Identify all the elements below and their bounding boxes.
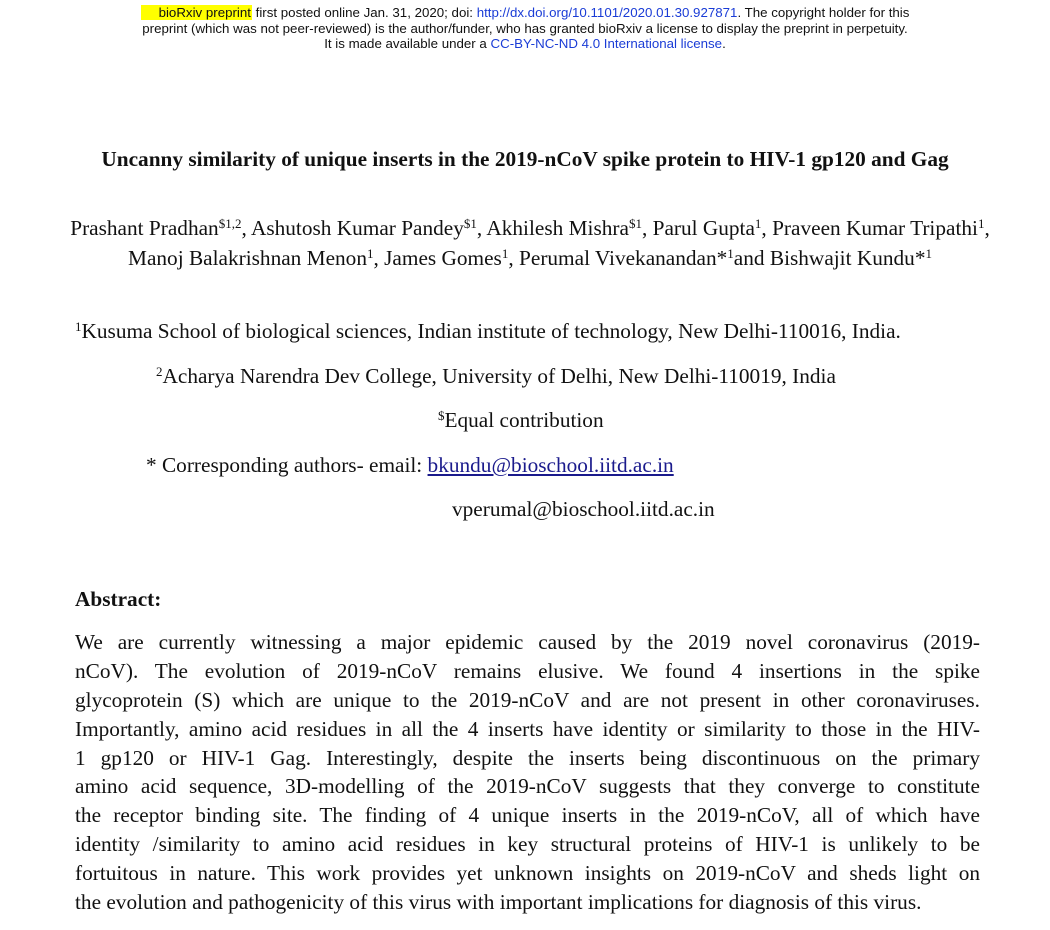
corresponding-label: * Corresponding authors- email:	[146, 453, 428, 477]
author-separator: ,	[241, 216, 251, 240]
author-name: Bishwajit Kundu*	[769, 245, 926, 270]
author-name: Ashutosh Kumar Pandey	[250, 216, 464, 240]
banner-copyright-text: . The copyright holder for this	[737, 5, 910, 20]
author-separator: ,	[984, 216, 990, 240]
equal-contribution-text: Equal contribution	[444, 408, 604, 432]
preprint-banner	[0, 5, 1050, 52]
abstract-line: fortuitous in nature. This work provides yet unknown insights on 2019-nCoV and sheds light on	[75, 861, 980, 886]
author-name: Praveen Kumar Tripathi	[772, 216, 978, 240]
abstract-line: glycoprotein (S) which are unique to the 2019-nCoV and are not present in other coronaviruses.	[75, 687, 980, 712]
email-link-kundu[interactable]: bkundu@bioschool.iitd.ac.in	[427, 453, 674, 477]
author-name: Prashant Pradhan	[70, 216, 219, 240]
banner-license-text: It is made available under a	[324, 36, 491, 51]
author-affiliation-sup: 1	[727, 245, 734, 261]
abstract-body	[75, 628, 980, 917]
abstract-line: the evolution and pathogenicity of this virus with important implications for diagnosis of this virus.	[75, 890, 922, 915]
abstract-line: the receptor binding site. The finding of 4 unique inserts in the 2019-nCoV, all of which have	[75, 803, 980, 828]
author-separator: ,	[373, 245, 385, 270]
abstract-line: identity /similarity to amino acid residues in key structural proteins of HIV-1 is unlikely to be	[75, 832, 980, 857]
license-link[interactable]: CC-BY-NC-ND 4.0 International license	[490, 36, 723, 51]
author	[384, 246, 519, 270]
author-affiliation-sup: $1	[463, 216, 477, 231]
author-affiliation-sup: 1	[925, 245, 932, 261]
affiliation-text: Kusuma School of biological sciences, Indian institute of technology, New Delhi-110016, India.	[81, 319, 901, 343]
corresponding-authors	[146, 452, 674, 478]
author	[653, 216, 772, 240]
equal-contribution-sup: $	[438, 408, 445, 423]
author	[519, 246, 770, 270]
author-separator: and	[733, 245, 770, 270]
author-separator: ,	[508, 245, 520, 270]
affiliation-text: Acharya Narendra Dev College, University of Delhi, New Delhi-110019, India	[162, 364, 836, 388]
abstract-heading: Abstract:	[75, 587, 162, 611]
doi-link[interactable]: http://dx.doi.org/10.1101/2020.01.30.927871	[476, 5, 738, 20]
author-affiliation-sup: 1	[754, 216, 762, 231]
abstract-line: We are currently witnessing a major epidemic caused by the 2019 novel coronavirus (2019-	[75, 630, 980, 654]
author	[70, 216, 251, 240]
author-name: James Gomes	[384, 245, 502, 270]
author-separator: ,	[761, 216, 773, 240]
banner-line-1	[0, 5, 1050, 21]
email-perumal: vperumal@bioschool.iitd.ac.in	[452, 497, 715, 521]
author-separator: ,	[641, 216, 653, 240]
author-separator: ,	[476, 216, 487, 240]
abstract-line: Importantly, amino acid residues in all the 4 inserts have identity or similarity to those in the HIV-	[75, 716, 980, 741]
biorxiv-highlight: bioRxiv preprint	[141, 5, 252, 20]
author	[486, 216, 652, 240]
author-affiliation-sup: $1	[628, 216, 642, 231]
author	[251, 216, 486, 240]
banner-license-end: .	[722, 36, 726, 51]
paper-title: Uncanny similarity of unique inserts in the 2019-nCoV spike protein to HIV-1 gp120 and Gag	[101, 147, 949, 171]
author-affiliation-sup: 1	[366, 245, 374, 261]
author-name: Akhilesh Mishra	[486, 216, 629, 240]
affiliation-sup: 1	[75, 319, 82, 334]
banner-line-3	[0, 36, 1050, 52]
author-affiliation-sup: 1	[501, 245, 509, 261]
abstract-line: amino acid sequence, 3D-modelling of the 2019-nCoV suggests that they converge to constitute	[75, 774, 980, 799]
affiliation-sup: 2	[156, 364, 163, 379]
author-name: Manoj Balakrishnan Menon	[128, 245, 367, 270]
author-list	[70, 214, 990, 273]
affiliation-2	[156, 363, 836, 389]
abstract-line: nCoV). The evolution of 2019-nCoV remains elusive. We found 4 insertions in the spike	[75, 658, 980, 683]
author	[770, 246, 932, 270]
author-name: Perumal Vivekanandan*	[519, 245, 728, 270]
author-name: Parul Gupta	[652, 216, 755, 240]
author	[772, 216, 990, 240]
banner-posted-text: first posted online Jan. 31, 2020; doi:	[251, 5, 477, 20]
author-affiliation-sup: $1,2	[218, 216, 242, 231]
abstract-line: 1 gp120 or HIV-1 Gag. Interestingly, despite the inserts being discontinuous on the primary	[75, 745, 980, 770]
equal-contribution-note	[438, 407, 604, 433]
author	[128, 246, 384, 270]
author-affiliation-sup: 1	[977, 216, 985, 231]
banner-line-2: preprint (which was not peer-reviewed) is the author/funder, who has granted bioRxiv a license to display the preprint in perpetuity.	[142, 20, 908, 36]
affiliation-1	[75, 318, 901, 344]
